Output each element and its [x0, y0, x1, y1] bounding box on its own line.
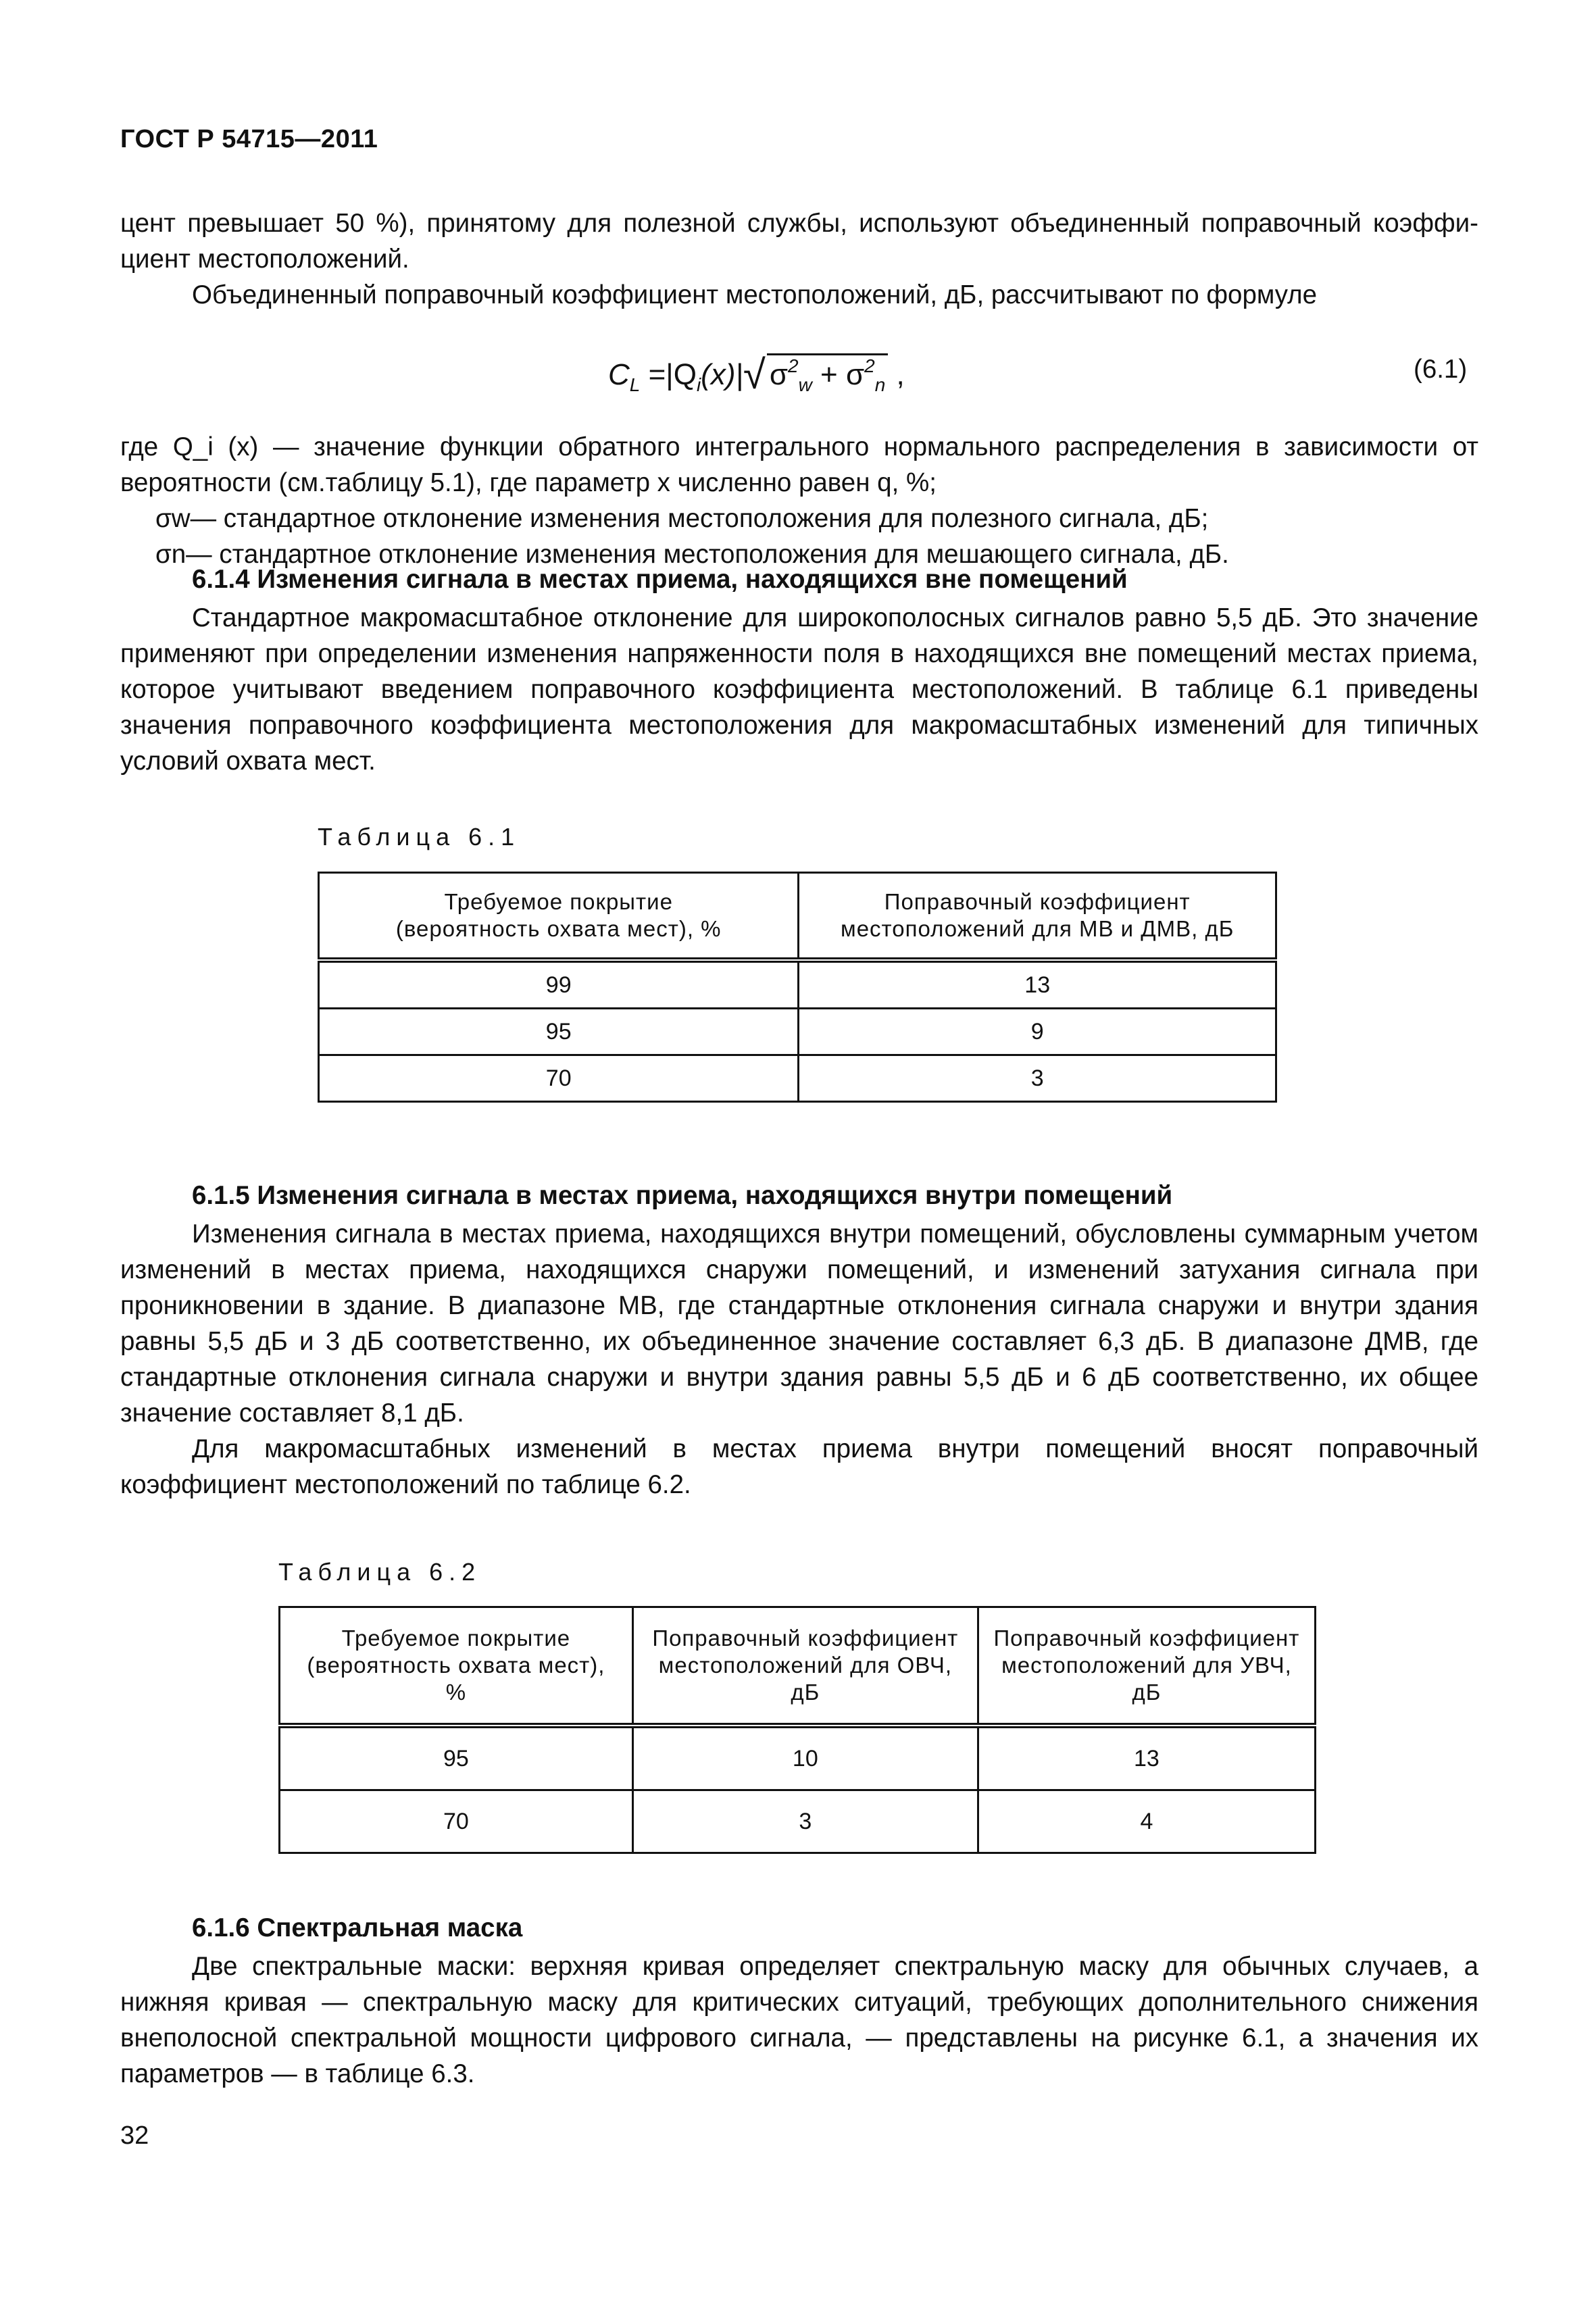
where-line-1: где Q_i (x) — значение функции обратного интегрального нормального распределения в зависимости от: [120, 432, 1478, 461]
table-6-1-header-correction: [799, 873, 1276, 961]
table-6-2-header-uhf-line1: Поправочный коэффициент: [993, 1626, 1300, 1651]
table-6-1-caption: Таблица 6.1: [318, 823, 521, 851]
section-6-1-6-body: [120, 1948, 1478, 2092]
formula-sigma-w: σ: [769, 358, 788, 391]
table-cell: 10: [632, 1726, 978, 1790]
document-code-header: ГОСТ Р 54715—2011: [120, 125, 378, 153]
table-6-2-caption: Таблица 6.2: [278, 1558, 482, 1586]
formula-sigma-n-sub: n: [874, 374, 886, 395]
section-6-1-6-paragraph: Две спектральные маски: верхняя кривая определяет спектральную маску для обычных случаев, а нижняя кривая — спектральную маску для критических ситуаций, требующих дополнительного снижения внеполосной спектральной мощности цифрового сигнала, — представлены на рисунке 6.1, а значения их параметров — в таблице 6.3.: [120, 1952, 1478, 2088]
table-cell: 13: [978, 1726, 1315, 1790]
intro-line-2: циент местоположений.: [120, 245, 409, 274]
section-6-1-4-body: [120, 600, 1478, 779]
table-6-2-header-coverage-line1: Требуемое покрытие: [341, 1626, 571, 1651]
formula-q-sub: i: [696, 374, 701, 395]
table-row: [319, 960, 1276, 1009]
equation-number: (6.1): [1414, 355, 1468, 384]
where-sigma-w: σw— стандартное отклонение изменения местоположения для полезного сигнала, дБ;: [155, 504, 1209, 533]
table-6-1-header-correction-line2: местоположений для МВ и ДМВ, дБ: [841, 916, 1235, 941]
table-6-2-header-coverage-line2: (вероятность охвата мест),: [307, 1653, 605, 1678]
table-cell: 70: [280, 1790, 633, 1853]
section-6-1-5-paragraph-1: Изменения сигнала в местах приема, находящихся внутри помещений, обусловлены суммарным учетом изменений в местах приема, находящихся снаружи помещений, и изменений затухания сигнала при проникновении в здание. В диапазоне МВ, где стандартные отклонения сигнала снаружи и внутри здания равны 5,5 дБ и 3 дБ соответственно, их объединенное значение составляет 6,3 дБ. В диапазоне ДМВ, где стандартные отклонения сигнала снаружи и внутри здания равны 5,5 дБ и 6 дБ соответственно, их общее значение составляет 8,1 дБ.: [120, 1219, 1478, 1428]
where-sigma-n: σn— стандартное отклонение изменения местоположения для мешающего сигнала, дБ.: [155, 540, 1229, 569]
formula-cl-sub: L: [629, 374, 641, 395]
formula-radicand: [767, 353, 888, 396]
table-row: [319, 1009, 1276, 1055]
formula-sigma-n-sup: 2: [864, 355, 875, 376]
table-6-1-header-coverage-line1: Требуемое покрытие: [444, 889, 673, 914]
formula-eq: =|Q: [640, 358, 697, 391]
table-6-2-header-uhf-line3: дБ: [1132, 1680, 1162, 1705]
table-6-2-header-coverage: [280, 1607, 633, 1726]
table-cell: 9: [799, 1009, 1276, 1055]
table-6-2-header-uhf: [978, 1607, 1315, 1726]
table-6-1-header-coverage: [319, 873, 799, 961]
table-6-2-header-row: [280, 1607, 1316, 1726]
table-cell: 3: [799, 1055, 1276, 1102]
formula-comma: ,: [888, 358, 905, 391]
table-cell: 3: [632, 1790, 978, 1853]
formula-sigma-w-sub: w: [798, 374, 812, 395]
table-6-2-header-vhf-line3: дБ: [791, 1680, 820, 1705]
table-6-2-header-vhf-line1: Поправочный коэффициент: [652, 1626, 959, 1651]
table-6-2-header-vhf-line2: местоположений для ОВЧ,: [658, 1653, 952, 1678]
table-row: [280, 1726, 1316, 1790]
formula-6-1: [608, 351, 905, 398]
table-cell: 99: [319, 960, 799, 1009]
table-row: [280, 1790, 1316, 1853]
section-6-1-4-paragraph: Стандартное макромасштабное отклонение для широкополосных сигналов равно 5,5 дБ. Это значение применяют при определении изменения напряженности поля в находящихся вне помещений местах приема, которое учитывают введением поправочного коэффициента местоположений. В таблице 6.1 приведены значения поправочного коэффициента местоположения для макромасштабных изменений для типичных условий охвата мест.: [120, 603, 1478, 776]
table-cell: 70: [319, 1055, 799, 1102]
section-6-1-5-heading: 6.1.5 Изменения сигнала в местах приема, находящихся внутри помещений: [192, 1181, 1173, 1210]
table-6-2-header-vhf: [632, 1607, 978, 1726]
formula-plus-sigma: + σ: [812, 358, 865, 391]
table-6-1: [318, 872, 1277, 1103]
table-6-2: [278, 1606, 1316, 1854]
table-cell: 4: [978, 1790, 1315, 1853]
section-6-1-6-heading: 6.1.6 Спектральная маска: [192, 1913, 523, 1942]
table-6-1-header-coverage-line2: (вероятность охвата мест), %: [395, 916, 722, 941]
table-cell: 95: [319, 1009, 799, 1055]
where-line-2: вероятности (см.таблицу 5.1), где параметр x численно равен q, %;: [120, 468, 937, 497]
page-number: 32: [120, 2121, 149, 2150]
section-6-1-4-heading: 6.1.4 Изменения сигнала в местах приема, находящихся вне помещений: [192, 565, 1128, 594]
table-6-1-header-correction-line1: Поправочный коэффициент: [884, 889, 1191, 914]
sqrt-symbol-icon: √: [743, 352, 766, 397]
formula-sigma-w-sup: 2: [788, 355, 799, 376]
table-6-2-header-uhf-line2: местоположений для УВЧ,: [1001, 1653, 1292, 1678]
formula-arg: (x)|: [701, 358, 743, 391]
section-6-1-5-paragraph-2: Для макромасштабных изменений в местах приема внутри помещений вносят поправочный коэффициент местоположений по таблице 6.2.: [120, 1434, 1478, 1499]
table-6-1-header-row: [319, 873, 1276, 961]
intro-line-3: Объединенный поправочный коэффициент местоположений, дБ, рассчитывают по формуле: [192, 280, 1318, 309]
table-cell: 95: [280, 1726, 633, 1790]
formula-cl: C: [608, 358, 630, 391]
intro-line-1: цент превышает 50 %), принятому для полезной службы, используют объединенный поправочный коэффи-: [120, 209, 1478, 238]
table-cell: 13: [799, 960, 1276, 1009]
section-6-1-5-body: [120, 1216, 1478, 1503]
table-row: [319, 1055, 1276, 1102]
table-6-2-header-coverage-line3: %: [445, 1680, 467, 1705]
